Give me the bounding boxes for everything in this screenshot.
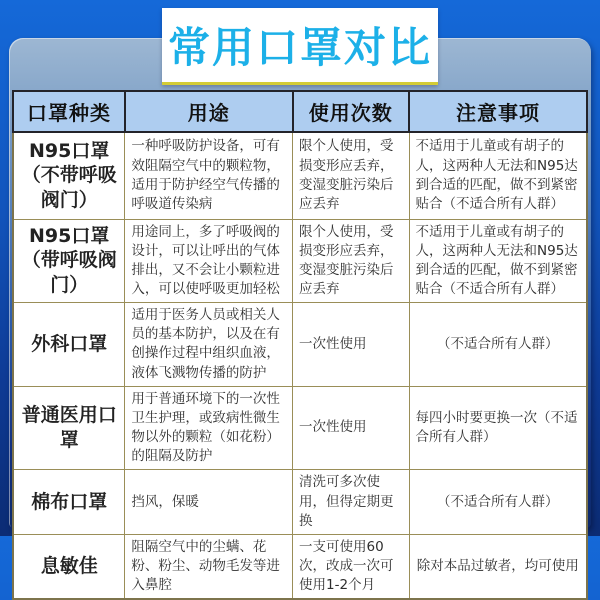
mask-usage: 用于普通环境下的一次性卫生护理，或致病性微生物以外的颗粒（如花粉）的阻隔及防护 [125, 386, 293, 470]
title-banner [162, 8, 438, 85]
mask-usage: 用途同上，多了呼吸阀的设计，可以让呼出的气体排出，又不会让小颗粒进入，可以使呼吸更加轻松 [125, 219, 293, 303]
table-row [13, 303, 587, 387]
mask-notes: 不适用于儿童或有胡子的人，这两种人无法和N95达到合适的匹配，做不到紧密贴合（不适合所有人群） [409, 219, 587, 303]
table-header-row [13, 91, 587, 132]
mask-type: N95口罩（不带呼吸阀门） [13, 132, 125, 219]
mask-notes: 不适用于儿童或有胡子的人，这两种人无法和N95达到合适的匹配，做不到紧密贴合（不适合所有人群） [409, 132, 587, 219]
table-row [13, 219, 587, 303]
mask-notes: （不适合所有人群） [409, 303, 587, 387]
mask-type: 息敏佳 [13, 534, 125, 599]
mask-times: 限个人使用，受损变形应丢弃，变湿变脏污染后应丢弃 [293, 219, 410, 303]
mask-times: 清洗可多次使用，但得定期更换 [293, 470, 410, 534]
mask-times: 限个人使用，受损变形应丢弃，变湿变脏污染后应丢弃 [293, 132, 410, 219]
mask-times: 一支可使用60次，改成一次可使用1-2个月 [293, 534, 410, 599]
mask-times: 一次性使用 [293, 303, 410, 387]
table-row [13, 470, 587, 534]
mask-notes: 除对本品过敏者，均可使用 [409, 534, 587, 599]
page-title: 常用口罩对比 [167, 23, 432, 72]
mask-comparison-table [12, 90, 588, 600]
mask-type: 外科口罩 [13, 303, 125, 387]
mask-times: 一次性使用 [293, 386, 410, 470]
mask-usage: 阻隔空气中的尘螨、花粉、粉尘、动物毛发等进入鼻腔 [125, 534, 293, 599]
mask-notes: 每四小时要更换一次（不适合所有人群） [409, 386, 587, 470]
mask-usage: 挡风，保暖 [125, 470, 293, 534]
column-header-notes: 注意事项 [409, 91, 587, 132]
mask-type: 棉布口罩 [13, 470, 125, 534]
column-header-times: 使用次数 [293, 91, 410, 132]
table-row [13, 386, 587, 470]
mask-type: N95口罩（带呼吸阀门） [13, 219, 125, 303]
mask-type: 普通医用口罩 [13, 386, 125, 470]
column-header-mask-type: 口罩种类 [13, 91, 125, 132]
mask-notes: （不适合所有人群） [409, 470, 587, 534]
table-row [13, 132, 587, 219]
table-row [13, 534, 587, 599]
mask-usage: 适用于医务人员或相关人员的基本防护，以及在有创操作过程中组织血液，液体飞溅物传播的防护 [125, 303, 293, 387]
mask-usage: 一种呼吸防护设备，可有效阻隔空气中的颗粒物，适用于防护经空气传播的呼吸道传染病 [125, 132, 293, 219]
column-header-usage: 用途 [125, 91, 293, 132]
